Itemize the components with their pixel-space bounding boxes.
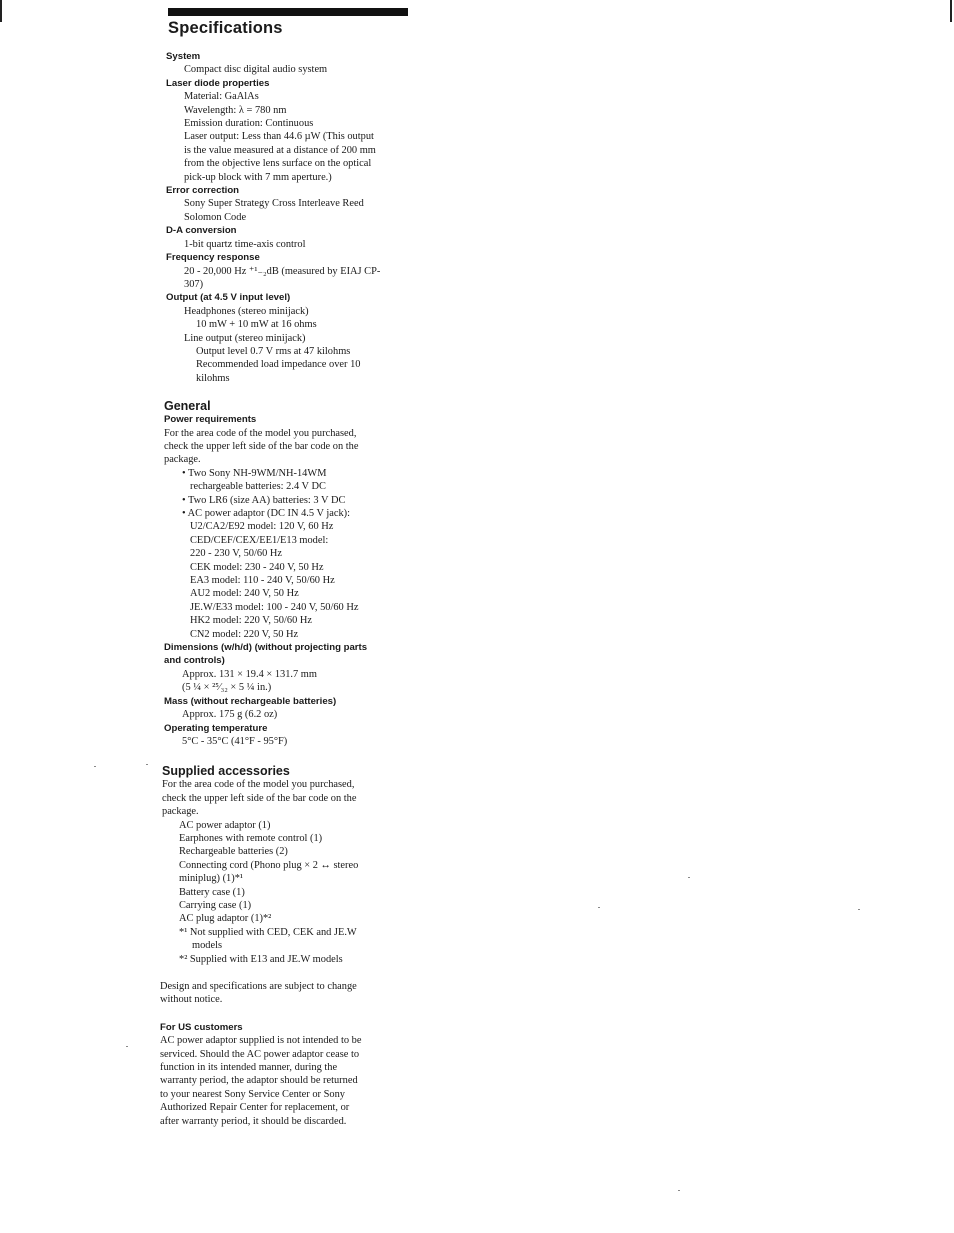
title-rule xyxy=(168,8,408,16)
spec-heading: Output (at 4.5 V input level) xyxy=(166,292,291,304)
power-line: EA3 model: 110 - 240 V, 50/60 Hz xyxy=(190,575,335,587)
power-intro-line: check the upper left side of the bar code on the xyxy=(164,440,359,452)
temperature-line: 5°C - 35°C (41°F - 95°F) xyxy=(182,735,288,747)
us-customers-line: function in its intended manner, during the xyxy=(160,1062,338,1074)
spec-line: Solomon Code xyxy=(184,211,247,223)
accessory-note: models xyxy=(192,940,223,952)
spec-heading: Error correction xyxy=(166,185,240,197)
accessory-item: AC plug adaptor (1)*² xyxy=(179,913,272,925)
power-line: HK2 model: 220 V, 50/60 Hz xyxy=(190,615,312,627)
power-intro-line: package. xyxy=(164,454,201,466)
scan-speck xyxy=(126,1046,128,1047)
spec-line: Compact disc digital audio system xyxy=(184,64,328,76)
spec-line: 1-bit quartz time-axis control xyxy=(184,238,306,250)
scan-speck xyxy=(94,766,96,767)
power-line: 220 - 230 V, 50/60 Hz xyxy=(190,548,282,560)
spec-line: Output level 0.7 V rms at 47 kilohms xyxy=(196,345,351,357)
us-customers-line: warranty period, the adaptor should be returned xyxy=(160,1075,358,1087)
specs-section xyxy=(166,50,412,385)
page-title: Specifications xyxy=(168,19,283,37)
power-heading: Power requirements xyxy=(164,414,257,426)
accessories-intro-line: For the area code of the model you purchased, xyxy=(162,779,355,791)
left-edge-mark xyxy=(0,0,2,22)
power-line: rechargeable batteries: 2.4 V DC xyxy=(190,481,326,493)
scan-speck xyxy=(146,764,148,765)
power-line: JE.W/E33 model: 100 - 240 V, 50/60 Hz xyxy=(190,601,359,613)
spec-line: 20 - 20,000 Hz ⁺¹₋₂dB (measured by EIAJ CP- xyxy=(184,265,381,277)
right-edge-mark xyxy=(950,0,952,22)
accessories-intro-line: check the upper left side of the bar code on the xyxy=(162,792,357,804)
change-notice xyxy=(160,980,412,1007)
scan-speck xyxy=(678,1190,680,1191)
us-customers-line: after warranty period, it should be discarded. xyxy=(160,1115,347,1127)
us-customers-section xyxy=(160,1021,412,1128)
dimensions-heading: Dimensions (w/h/d) (without projecting parts xyxy=(164,642,368,654)
scan-speck xyxy=(858,909,860,910)
dimensions-line: Approx. 131 × 19.4 × 131.7 mm xyxy=(182,668,317,680)
specifications-column xyxy=(160,8,412,1128)
accessory-item: Rechargeable batteries (2) xyxy=(179,846,288,858)
us-customers-line: Authorized Repair Center for replacement, or xyxy=(160,1102,350,1114)
spec-line: Wavelength: λ = 780 nm xyxy=(184,104,287,116)
general-section xyxy=(164,399,412,748)
power-line: U2/CA2/E92 model: 120 V, 60 Hz xyxy=(190,521,334,533)
spec-line: Headphones (stereo minijack) xyxy=(184,305,309,317)
notice-line: Design and specifications are subject to change xyxy=(160,981,357,992)
spec-line: from the objective lens surface on the optical xyxy=(184,158,372,170)
spec-line: pick-up block with 7 mm aperture.) xyxy=(184,171,332,183)
spec-line: is the value measured at a distance of 200 mm xyxy=(184,144,376,156)
spec-line: Material: GaAlAs xyxy=(184,91,259,103)
spec-line: 10 mW + 10 mW at 16 ohms xyxy=(196,319,317,331)
mass-heading: Mass (without rechargeable batteries) xyxy=(164,695,337,707)
spec-line: kilohms xyxy=(196,372,230,384)
accessory-item: Battery case (1) xyxy=(179,886,245,898)
power-line: AU2 model: 240 V, 50 Hz xyxy=(190,588,299,600)
spec-heading: Frequency response xyxy=(166,252,260,264)
temperature-heading: Operating temperature xyxy=(164,722,268,734)
spec-heading: System xyxy=(166,51,201,62)
accessory-note: *¹ Not supplied with CED, CEK and JE.W xyxy=(179,926,357,938)
scan-speck xyxy=(688,877,690,878)
power-line: CN2 model: 220 V, 50 Hz xyxy=(190,628,299,640)
dimensions-heading: and controls) xyxy=(164,655,225,667)
power-line: • Two LR6 (size AA) batteries: 3 V DC xyxy=(182,494,346,506)
general-title: General xyxy=(164,399,211,414)
scan-speck xyxy=(598,907,600,908)
spec-line: Line output (stereo minijack) xyxy=(184,332,306,344)
power-intro-line: For the area code of the model you purchased, xyxy=(164,427,357,439)
power-line: • Two Sony NH-9WM/NH-14WM xyxy=(182,467,327,479)
accessories-title: Supplied accessories xyxy=(162,764,290,779)
accessory-item: Carrying case (1) xyxy=(179,899,252,911)
accessory-item: Earphones with remote control (1) xyxy=(179,832,323,844)
spec-heading: D-A conversion xyxy=(166,225,237,237)
dimensions-line: (5 ¼ × ²⁵⁄₃₂ × 5 ¼ in.) xyxy=(182,682,272,694)
power-line: CEK model: 230 - 240 V, 50 Hz xyxy=(190,561,324,573)
power-line: CED/CEF/CEX/EE1/E13 model: xyxy=(190,534,329,546)
notice-line: without notice. xyxy=(160,994,223,1006)
accessories-section xyxy=(162,764,412,966)
accessory-item: AC power adaptor (1) xyxy=(179,819,271,831)
spec-line: 307) xyxy=(184,278,204,290)
us-customers-heading: For US customers xyxy=(160,1021,243,1033)
mass-line: Approx. 175 g (6.2 oz) xyxy=(182,709,278,721)
accessory-note: *² Supplied with E13 and JE.W models xyxy=(179,953,343,965)
accessory-item: miniplug) (1)*¹ xyxy=(179,873,244,885)
us-customers-line: to your nearest Sony Service Center or Sony xyxy=(160,1088,345,1100)
us-customers-line: serviced. Should the AC power adaptor cease to xyxy=(160,1048,360,1060)
us-customers-line: AC power adaptor supplied is not intended to be xyxy=(160,1035,362,1047)
spec-line: Laser output: Less than 44.6 µW (This output xyxy=(184,131,374,143)
power-line: • AC power adaptor (DC IN 4.5 V jack): xyxy=(182,508,351,519)
accessories-intro-line: package. xyxy=(162,806,199,818)
spec-line: Recommended load impedance over 10 xyxy=(196,359,361,371)
spec-heading: Laser diode properties xyxy=(166,77,270,89)
accessory-item: Connecting cord (Phono plug × 2 ↔ stereo xyxy=(179,859,359,871)
spec-line: Sony Super Strategy Cross Interleave Reed xyxy=(184,198,364,210)
spec-line: Emission duration: Continuous xyxy=(184,118,314,130)
